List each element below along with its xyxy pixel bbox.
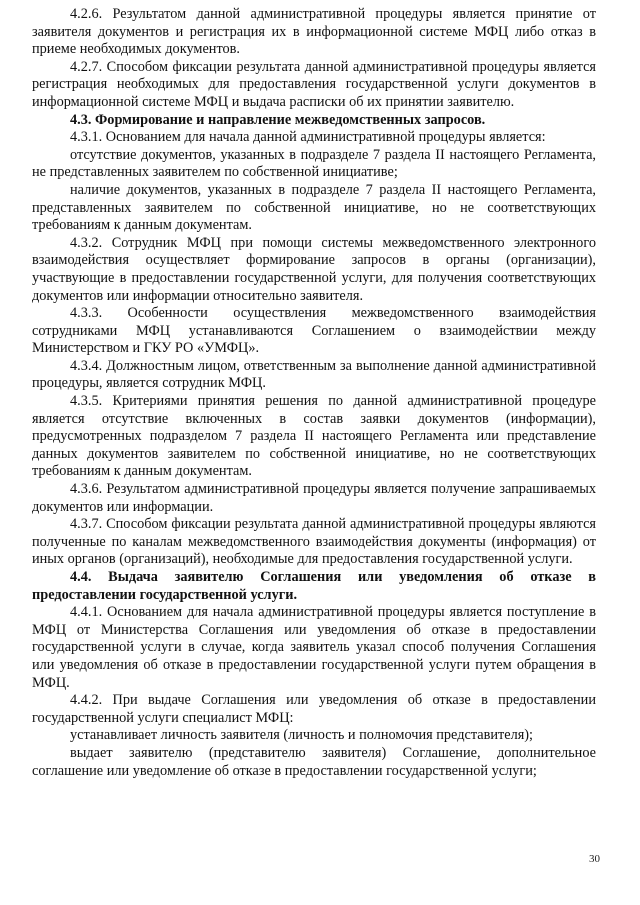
paragraph-4-4-2-item-1: устанавливает личность заявителя (личность и полномочия представителя); xyxy=(70,727,534,744)
paragraph-4-3-6: 4.3.6. Результатом административной процедуры является получение запрашиваемых документов или информации. xyxy=(32,481,596,515)
paragraph-4-3-1-item-2: наличие документов, указанных в подразделе 7 раздела II настоящего Регламента, представленных заявителем по собственной инициативе, но не соответствующих требованиям к данным документам. xyxy=(32,181,596,234)
paragraph-4-3-3: 4.3.3. Особенности осуществления межведомственного взаимодействия сотрудниками МФЦ устанавливаются Соглашением о взаимодействии между Министерством и ГКУ РО «УМФЦ». xyxy=(32,305,596,357)
paragraph-4-3-5: 4.3.5. Критериями принятия решения по данной административной процедуре является отсутствие включенных в состав заявки документов (информации), предусмотренных подразделом 7 раздела II настоящего Регламента или представление данных документов заявителем по собственной инициативе, но не соответствующих требованиям к данным документам. xyxy=(32,393,596,480)
section-heading-4-3: 4.3. Формирование и направление межведомственных запросов. xyxy=(70,111,486,128)
paragraph-4-2-7: 4.2.7. Способом фиксации результата данной административной процедуры является регистрация необходимых для предоставления государственной услуги документов в информационной системе МФЦ и выдача расписки об их принятии заявителю. xyxy=(32,58,596,110)
paragraph-4-3-1: 4.3.1. Основанием для начала данной административной процедуры является: xyxy=(70,129,546,146)
page-number: 30 xyxy=(589,853,600,865)
paragraph-4-4-1: 4.4.1. Основанием для начала административной процедуры является поступление в МФЦ от Министерства Соглашения или уведомления об отказе в предоставлении государственной услуги в случае, когда заявитель указал способ получения Соглашения или уведомления об отказе в предоставлении государственной услуги путем обращения в МФЦ. xyxy=(32,604,596,691)
document-page xyxy=(32,6,596,780)
paragraph-4-3-1-item-1: отсутствие документов, указанных в подразделе 7 раздела II настоящего Регламента, не представленных заявителем по собственной инициативе; xyxy=(32,146,596,181)
paragraph-4-3-7: 4.3.7. Способом фиксации результата данной административной процедуры являются полученные по каналам межведомственного взаимодействия документы (информация) от иных органов (организаций), необходимые для предоставления государственной услуги. xyxy=(32,516,596,568)
paragraph-4-2-6: 4.2.6. Результатом данной административной процедуры является принятие от заявителя документов и регистрация их в информационной системе МФЦ либо отказ в приеме необходимых документов. xyxy=(32,6,596,58)
paragraph-4-4-2: 4.4.2. При выдаче Соглашения или уведомления об отказе в предоставлении государственной услуги специалист МФЦ: xyxy=(32,692,596,726)
paragraph-4-3-4: 4.3.4. Должностным лицом, ответственным за выполнение данной административной процедуры, является сотрудник МФЦ. xyxy=(32,357,596,392)
section-heading-4-4: 4.4. Выдача заявителю Соглашения или уведомления об отказе в предоставлении государственной услуги. xyxy=(32,569,596,603)
paragraph-4-4-2-item-2: выдает заявителю (представителю заявителя) Соглашение, дополнительное соглашение или уведомление об отказе в предоставлении государственной услуги; xyxy=(32,744,596,779)
paragraph-4-3-2: 4.3.2. Сотрудник МФЦ при помощи системы межведомственного электронного взаимодействия осуществляет формирование запросов в органы (организации), участвующие в предоставлении государственной услуги, для получения соответствующих документов или информации относительно заявителя. xyxy=(32,234,596,304)
